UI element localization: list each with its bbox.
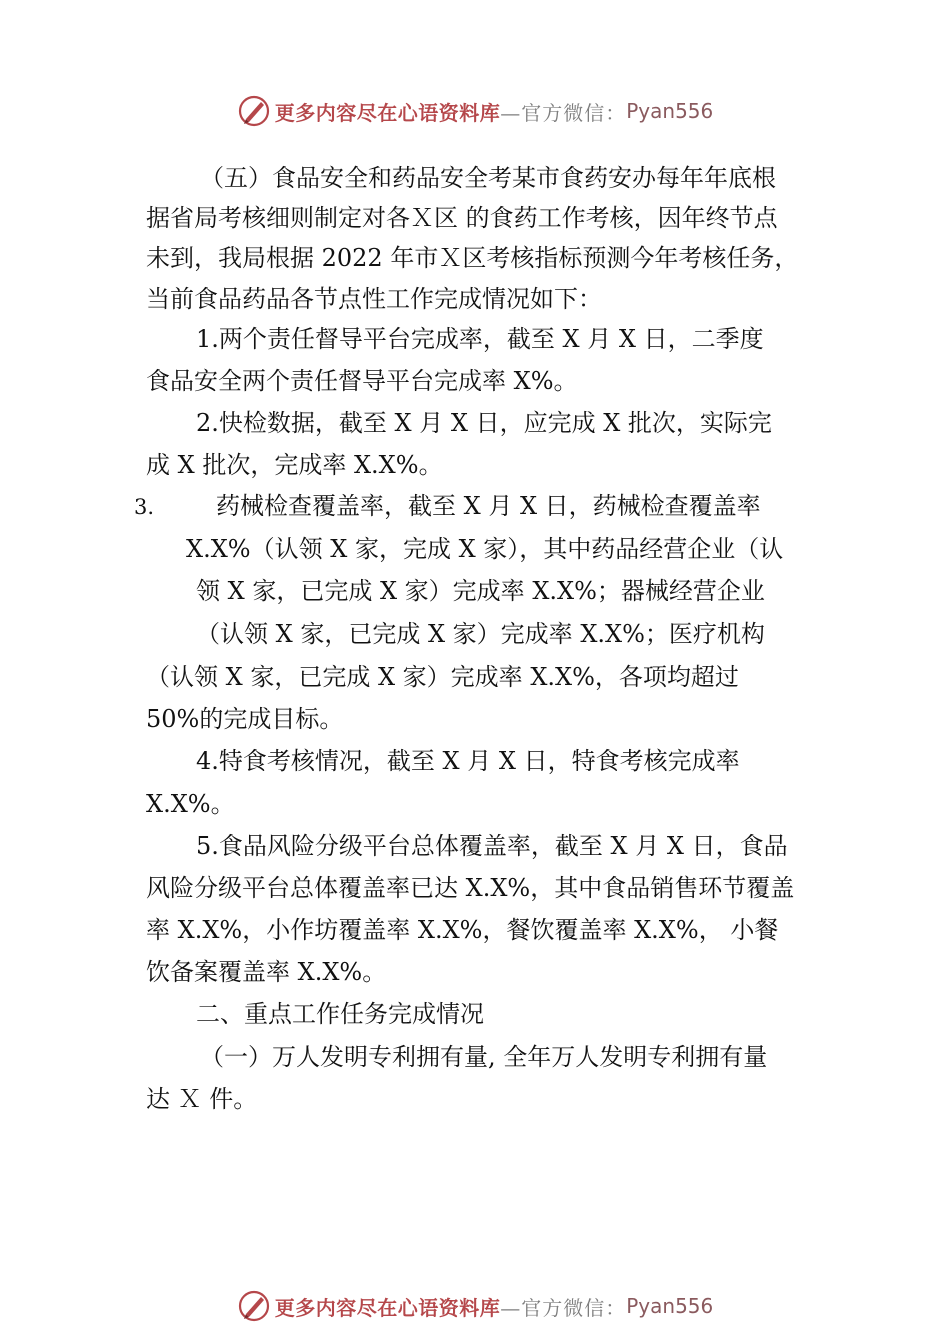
pen-logo-icon [237, 94, 271, 128]
text-line: 据省局考核细则制定对各Ｘ区 的食药工作考核，因年终节点 [146, 204, 778, 232]
text-line: 率 X.X%，小作坊覆盖率 X.X%，餐饮覆盖率 X.X%， 小餐 [146, 916, 779, 944]
banner-library-text: 更多内容尽在心语资料库 [274, 100, 501, 125]
text-line: 50%的完成目标。 [146, 705, 344, 733]
text-line: （五）食品安全和药品安全考某市食药安办每年年底根 [200, 164, 776, 192]
text-line: 食品安全两个责任督导平台完成率 X%。 [146, 367, 578, 395]
banner-wechat-id: Pyan556 [626, 1294, 714, 1318]
list-number: 3. [134, 495, 155, 519]
header-banner [0, 94, 950, 128]
text-line: X.X%。 [146, 790, 235, 818]
text-line: 4.特食考核情况，截至 X 月 X 日，特食考核完成率 [196, 747, 740, 775]
text-line: 药械检查覆盖率，截至 X 月 X 日，药械检查覆盖率 [216, 492, 761, 520]
text-line: （认领 X 家，已完成 X 家）完成率 X.X%，各项均超过 [146, 663, 739, 691]
text-line: 1.两个责任督导平台完成率，截至 X 月 X 日，二季度 [196, 325, 764, 353]
footer-banner [0, 1289, 950, 1323]
text-line: （一）万人发明专利拥有量, 全年万人发明专利拥有量 [200, 1043, 768, 1071]
banner-wechat-label: —官方微信： [500, 100, 627, 125]
text-line: 未到，我局根据 2022 年市Ｘ区考核指标预测今年考核任务， [146, 244, 799, 272]
text-line: 饮备案覆盖率 X.X%。 [146, 958, 387, 986]
banner-wechat-id: Pyan556 [626, 99, 714, 123]
text-line: 2.快检数据，截至 X 月 X 日，应完成 X 批次，实际完 [196, 409, 772, 437]
pen-logo-icon [237, 1289, 271, 1323]
text-line: 成 X 批次，完成率 X.X%。 [146, 451, 443, 479]
banner-library-text: 更多内容尽在心语资料库 [274, 1295, 501, 1320]
text-line: 当前食品药品各节点性工作完成情况如下： [146, 285, 602, 313]
text-line: X.X%（认领 X 家，完成 X 家），其中药品经营企业（认 [186, 535, 784, 563]
banner-wechat-label: —官方微信： [500, 1295, 627, 1320]
text-line: 达 Ｘ 件。 [146, 1085, 258, 1113]
text-line: （认领 X 家，已完成 X 家）完成率 X.X%；医疗机构 [196, 620, 765, 648]
section-heading: 二、重点工作任务完成情况 [196, 1000, 484, 1028]
text-line: 风险分级平台总体覆盖率已达 X.X%，其中食品销售环节覆盖 [146, 874, 795, 902]
text-line: 领 X 家，已完成 X 家）完成率 X.X%；器械经营企业 [196, 577, 765, 605]
text-line: 5.食品风险分级平台总体覆盖率，截至 X 月 X 日，食品 [196, 832, 788, 860]
